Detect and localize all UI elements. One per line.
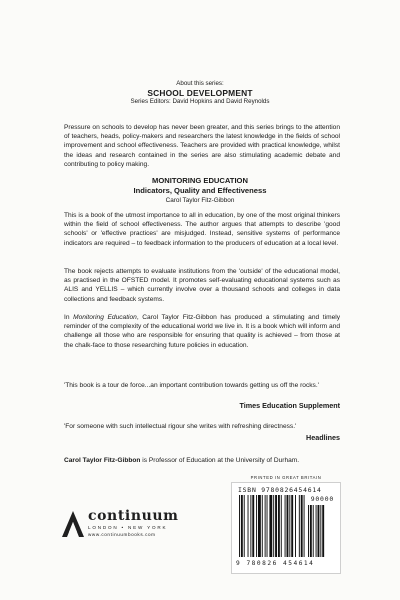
publisher-cities: LONDON • NEW YORK (88, 525, 168, 530)
author-bio-text: is Professor of Education at the University of Durham. (140, 457, 300, 464)
book-description-2: The book rejects attempts to evaluate institutions from the 'outside' of the educational model, as practised in the OFSTED model. It promotes self-evaluating educational systems such as ALIS and YELLIS – which currently involve over a thousand schools and colleges in data collections and feedback systems. (64, 268, 340, 303)
continuum-logo-icon (60, 509, 86, 539)
isbn-text: ISBN 9780826454614 (238, 486, 322, 494)
description-3-text: , Carol Taylor Fitz-Gibbon has produced a stimulating and timely reminder of the complexity of the educational world we live in. It is a book which will inform and challenge all those who are responsible for ensuring that quality is achieved – from those at the chalk-face to those researching future policies in education. (64, 314, 340, 349)
book-title: MONITORING EDUCATION (152, 176, 248, 185)
barcode-panel (231, 475, 341, 574)
review-source: Times Education Supplement (239, 401, 340, 410)
series-title: SCHOOL DEVELOPMENT (147, 88, 253, 98)
barcode-icon (238, 495, 334, 557)
review-quote: 'This book is a tour de force...an important contribution towards getting us off the rocks.' (64, 382, 319, 389)
series-about-label: About this series: (176, 80, 224, 87)
series-description: Pressure on schools to develop has never been greater, and this series brings to the attention of teachers, heads, policy-makers and researchers the latest knowledge in the fields of school improvement and school effectiveness. Teachers are provided with practical knowledge, whilst the ideas and research contained in the series are also stimulating academic debate and contributing to policy making. (64, 124, 340, 168)
review-source: Headlines (306, 433, 340, 442)
publisher-logo (60, 505, 180, 545)
publisher-name: continuum (88, 508, 179, 524)
price-addon-code: 90000 (310, 495, 334, 503)
series-editors: Series Editors: David Hopkins and David Reynolds (130, 98, 270, 105)
description-3-prefix: In (64, 314, 74, 321)
author-bio (64, 456, 340, 465)
book-subtitle: Indicators, Quality and Effectiveness (133, 186, 267, 195)
book-heading (0, 176, 400, 205)
publisher-url: www.continuumbooks.com (88, 532, 156, 537)
book-author: Carol Taylor Fitz-Gibbon (165, 197, 235, 204)
description-3-book-title: Monitoring Education (73, 314, 137, 321)
barcode-number: 9 780826 454614 (236, 560, 315, 567)
printed-in-label: PRINTED IN GREAT BRITAIN (250, 475, 322, 480)
series-header (0, 80, 400, 106)
book-description-3 (64, 313, 340, 350)
author-bio-name: Carol Taylor Fitz-Gibbon (64, 457, 141, 464)
review-quote: 'For someone with such intellectual rigour she writes with refreshing directness.' (64, 423, 297, 430)
book-description-1: This is a book of the utmost importance to all in education, by one of the most original thinkers within the field of school effectiveness. The author argues that attempts to describe 'good schools' or 'effective practices' are misjudged. Instead, sensitive systems of performance indicators are required – to feedback information to the producers of education at a local level. (64, 212, 340, 247)
